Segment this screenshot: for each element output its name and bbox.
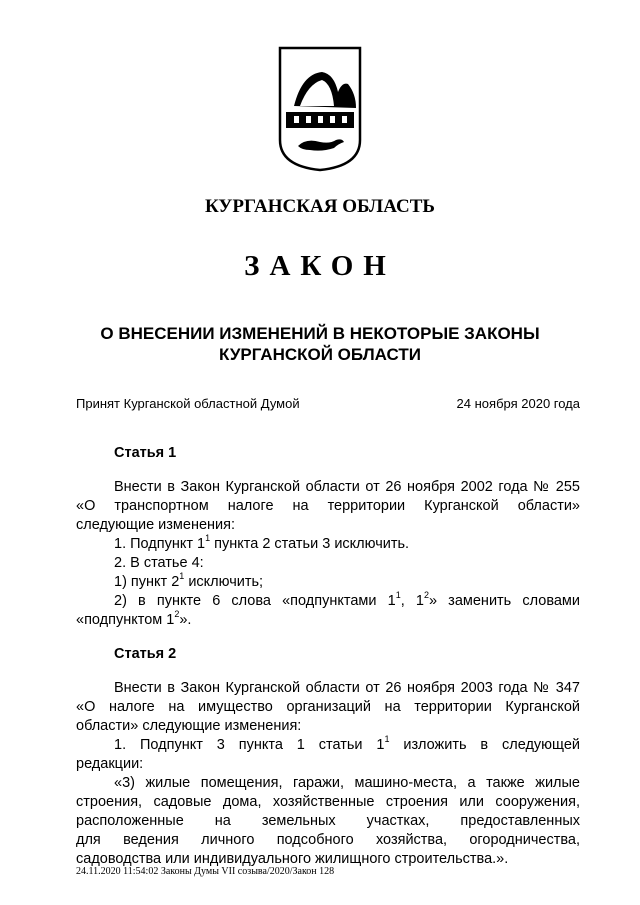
document-type: ЗАКОН bbox=[244, 250, 396, 282]
article-1-intro-line-1: Внести в Закон Курганской области от 26 ноября 2002 года № 255 bbox=[114, 479, 580, 495]
article-2-item-1-cont: редакции: bbox=[76, 756, 144, 772]
article-2-quote-line-3: расположенные на земельных участках, предоставленных bbox=[76, 813, 580, 829]
article-2-quote-line-1: «3) жилые помещения, гаражи, машино-места, а также жилые bbox=[114, 775, 580, 791]
article-2-intro-line-1: Внести в Закон Курганской области от 26 ноября 2003 года № 347 bbox=[114, 680, 580, 696]
adopted-by: Принят Курганской областной Думой bbox=[76, 396, 300, 411]
article-2-intro-line-2: «О налоге на имущество организаций на территории Курганской bbox=[76, 699, 580, 715]
article-1-item-2-sub-2-cont: «подпунктом $1^2$». bbox=[76, 609, 192, 628]
coat-of-arms-emblem bbox=[276, 44, 364, 172]
article-1-intro-line-2: «О транспортном налоге на территории Курганской области» bbox=[76, 498, 580, 514]
article-1-item-2: 2. В статье 4: bbox=[114, 555, 204, 571]
article-2-intro-line-3: области» следующие изменения: bbox=[76, 718, 302, 734]
law-title-line-1: О ВНЕСЕНИИ ИЗМЕНЕНИЙ В НЕКОТОРЫЕ ЗАКОНЫ bbox=[100, 324, 540, 343]
article-1-heading: Статья 1 bbox=[114, 445, 177, 461]
article-2-quote-line-4: для ведения личного подсобного хозяйства, огородничества, bbox=[76, 832, 580, 848]
article-1-item-1: 1. Подпункт $1^1$ пункта 2 статьи 3 исключить. bbox=[114, 533, 410, 552]
region-name: КУРГАНСКАЯ ОБЛАСТЬ bbox=[205, 196, 435, 217]
adoption-date: 24 ноября 2020 года bbox=[456, 396, 580, 411]
law-title-line-2: КУРГАНСКОЙ ОБЛАСТИ bbox=[219, 345, 421, 364]
article-1-intro-line-3: следующие изменения: bbox=[76, 517, 236, 533]
article-2-item-1: 1. Подпункт 3 пункта 1 статьи $1^1$ изложить в следующей bbox=[114, 734, 580, 753]
law-title bbox=[60, 323, 580, 365]
article-1-item-2-sub-1: 1) пункт $2^1$ исключить; bbox=[114, 571, 264, 590]
law-body bbox=[76, 444, 580, 869]
adoption-line bbox=[76, 396, 580, 411]
article-2-quote-line-2: строения, садовые дома, хозяйственные строения или сооружения, bbox=[76, 794, 580, 810]
article-2-heading: Статья 2 bbox=[114, 646, 177, 662]
article-2-quote-line-5: садоводства или индивидуального жилищного строительства.». bbox=[76, 851, 509, 867]
article-1-item-2-sub-2: 2) в пункте 6 слова «подпунктами $1^1$, $1^2$» заменить словами bbox=[114, 590, 580, 609]
document-footer: 24.11.2020 11:54:02 Законы Думы VII созыва/2020/Закон 128 bbox=[76, 866, 335, 877]
